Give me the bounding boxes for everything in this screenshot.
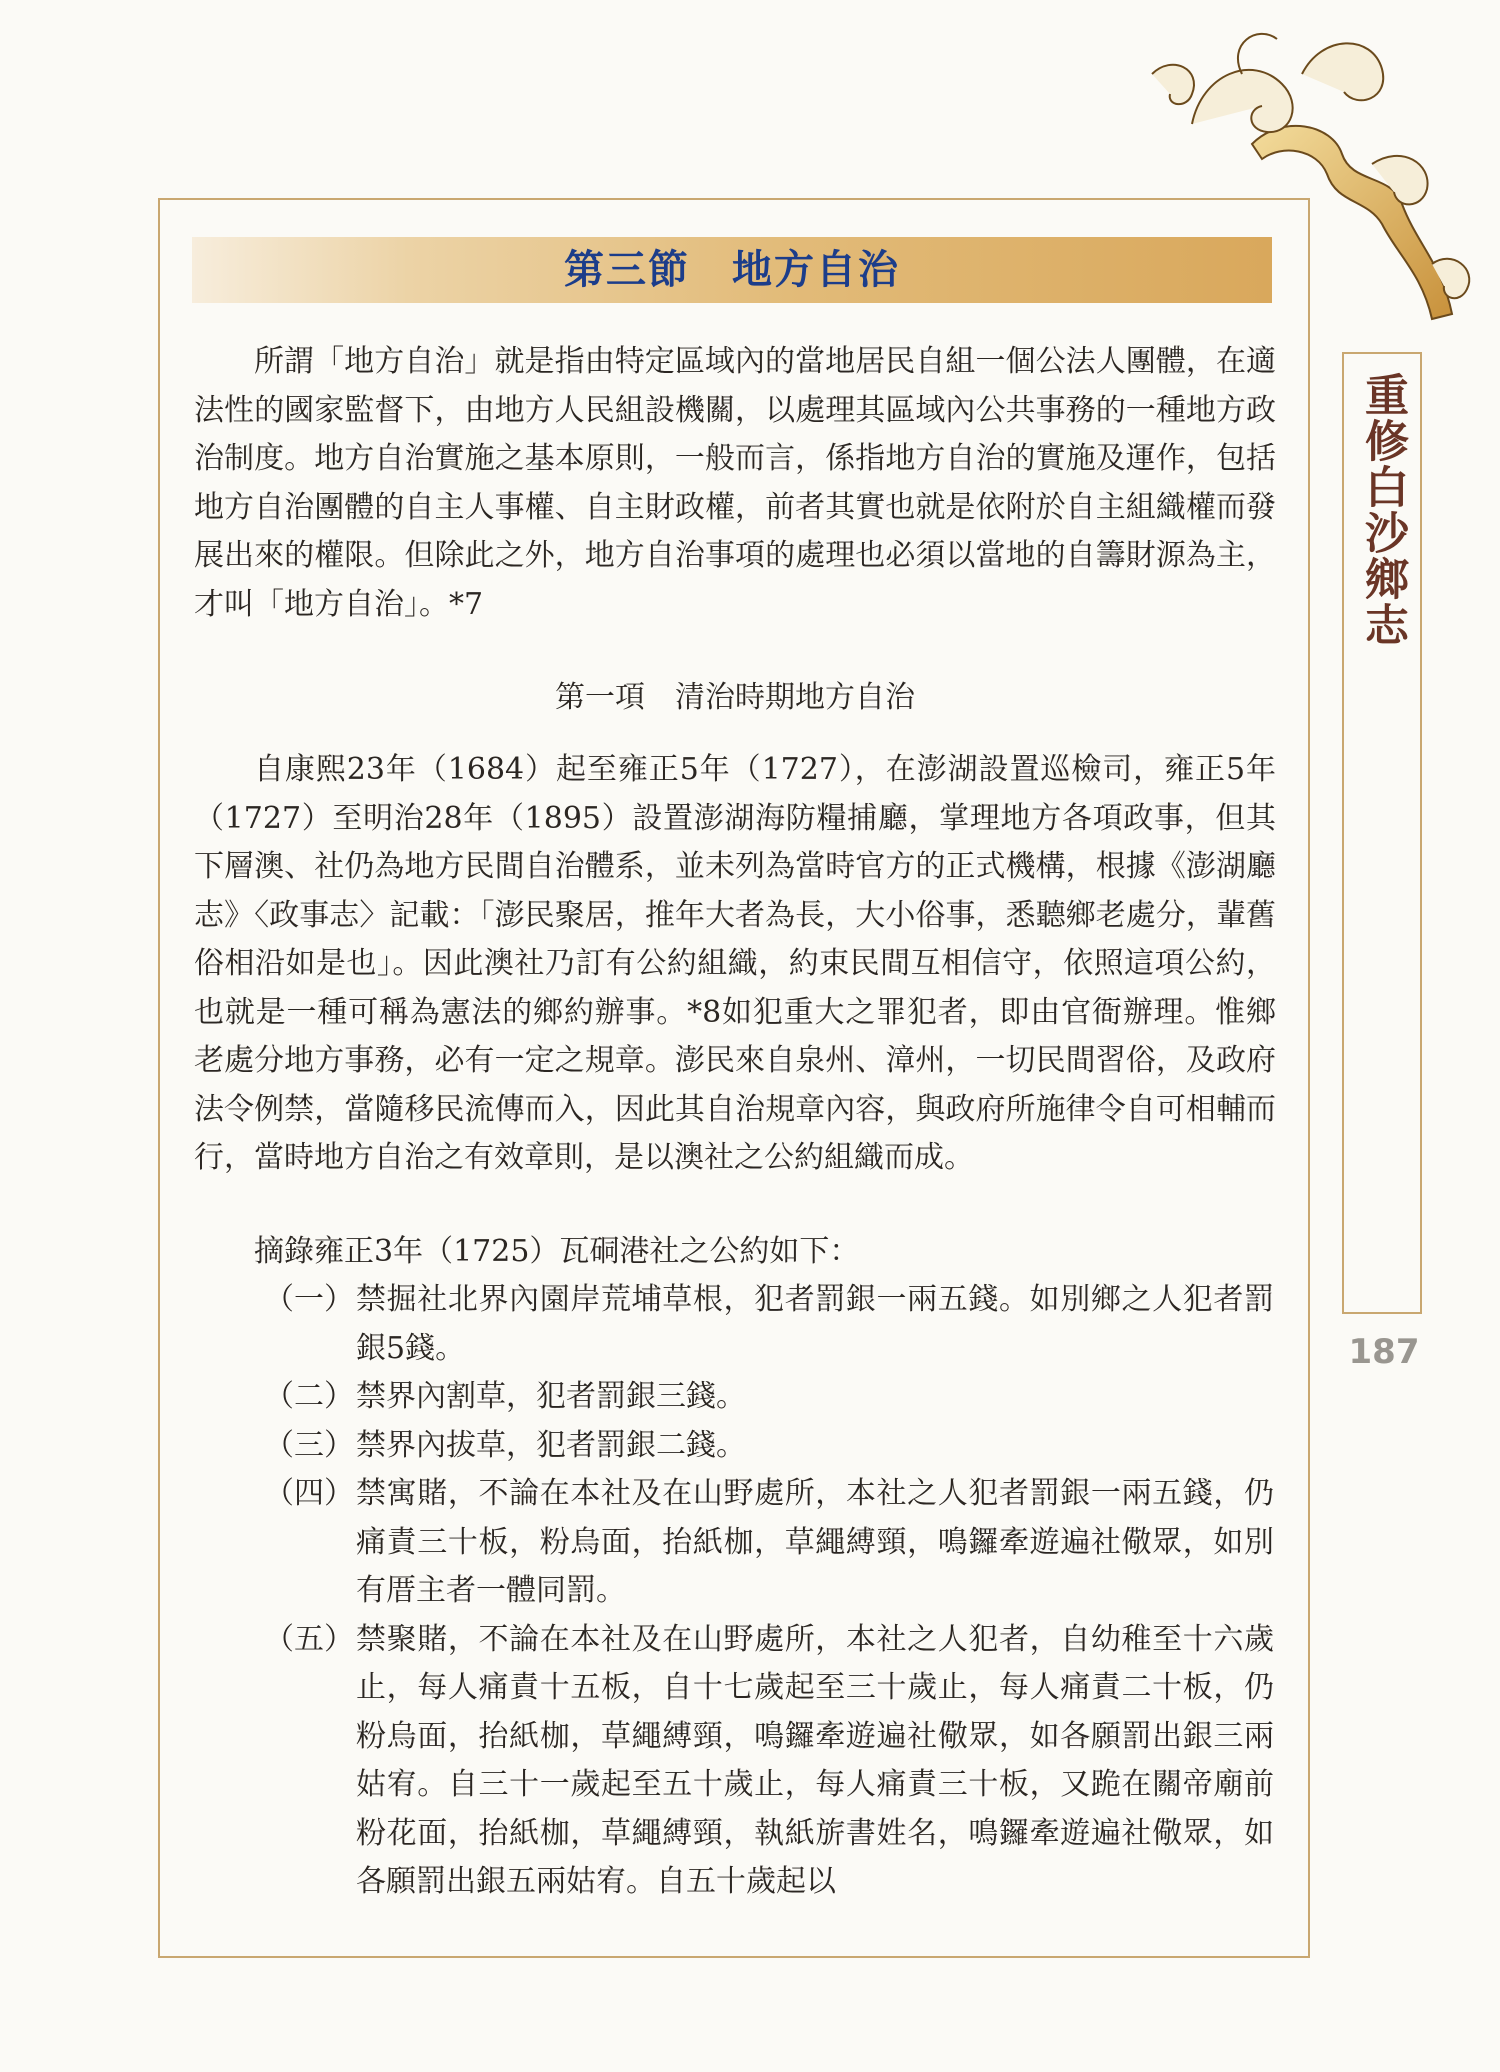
list-item-text: 禁界內割草，犯者罰銀三錢。 <box>356 1379 746 1414</box>
history-text: 自康熙23年（1684）起至雍正5年（1727），在澎湖設置巡檢司，雍正5年（1727）至明治28年（1895）設置澎湖海防糧捕廳，掌理地方各項政事，但其下層澳、社仍為地方民間自治體系，並未列為當時官方的正式機構，根據《澎湖廳志》〈政事志〉記載：「澎民聚居，推年大者為長，大小俗事，悉聽鄉老處分，輩舊俗相沿如是也」。因此澳社乃訂有公約組織，約束民間互相信守，依照這項公約，也就是一種可稱為憲法的鄉約辦事。*8如犯重大之罪犯者，即由官衙辦理。惟鄉老處分地方事務，必有一定之規章。澎民來自泉州、漳州，一切民間習俗，及政府法令例禁，當隨移民流傳而入，因此其自治規章內容，與政府所施律令自可相輔而行，當時地方自治之有效章則，是以澳社之公約組織而成。 <box>194 752 1276 1175</box>
book-title-vertical: 重修白沙鄉志 <box>1357 372 1408 648</box>
covenant-list <box>264 1276 1274 1907</box>
list-item <box>264 1422 1274 1471</box>
list-item-text: 禁掘社北界內園岸荒埔草根，犯者罰銀一兩五錢。如別鄉之人犯者罰銀5錢。 <box>356 1282 1274 1366</box>
list-item-number: （五） <box>264 1621 354 1657</box>
list-item-text: 禁聚賭，不論在本社及在山野處所，本社之人犯者，自幼稚至十六歲止，每人痛責十五板，自十七歲起至三十歲止，每人痛責二十板，仍粉烏面，抬紙枷，草繩縛頸，鳴鑼牽遊遍社儆眾，如各願罰出銀三兩姑宥。自三十一歲起至五十歲止，每人痛責三十板，又跪在關帝廟前粉花面，抬紙枷，草繩縛頸，執紙旂書姓名，鳴鑼牽遊遍社儆眾，如各願罰出銀五兩姑宥。自五十歲起以 <box>356 1621 1274 1899</box>
list-item <box>264 1470 1274 1616</box>
intro-paragraph <box>194 338 1276 629</box>
list-item-number: （四） <box>264 1476 354 1511</box>
list-item-text: 禁界內拔草，犯者罰銀二錢。 <box>356 1427 746 1463</box>
list-item <box>264 1373 1274 1422</box>
list-item-number: （一） <box>264 1282 354 1317</box>
subsection-title: 第一項 清治時期地方自治 <box>555 680 915 715</box>
list-item-number: （二） <box>264 1379 354 1414</box>
list-item <box>264 1616 1274 1907</box>
list-item-number: （三） <box>264 1427 354 1463</box>
page-number: 187 <box>1348 1332 1420 1372</box>
list-item <box>264 1276 1274 1373</box>
section-title: 第三節 地方自治 <box>564 247 900 293</box>
excerpt-intro-text: 摘錄雍正3年（1725）瓦硐港社之公約如下： <box>254 1234 860 1269</box>
excerpt-intro <box>194 1228 1276 1277</box>
list-item-text: 禁寓賭，不論在本社及在山野處所，本社之人犯者罰銀一兩五錢，仍痛責三十板，粉烏面，抬紙枷，草繩縛頸，鳴鑼牽遊遍社儆眾，如別有厝主者一體同罰。 <box>356 1476 1274 1608</box>
intro-text: 所謂「地方自治」就是指由特定區域內的當地居民自組一個公法人團體，在適法性的國家監督下，由地方人民組設機關，以處理其區域內公共事務的一種地方政治制度。地方自治實施之基本原則，一般而言，係指地方自治的實施及運作，包括地方自治團體的自主人事權、自主財政權，前者其實也就是依附於自主組織權而發展出來的權限。但除此之外，地方自治事項的處理也必須以當地的自籌財源為主，才叫「地方自治」。*7 <box>194 344 1276 622</box>
history-paragraph <box>194 746 1276 1183</box>
